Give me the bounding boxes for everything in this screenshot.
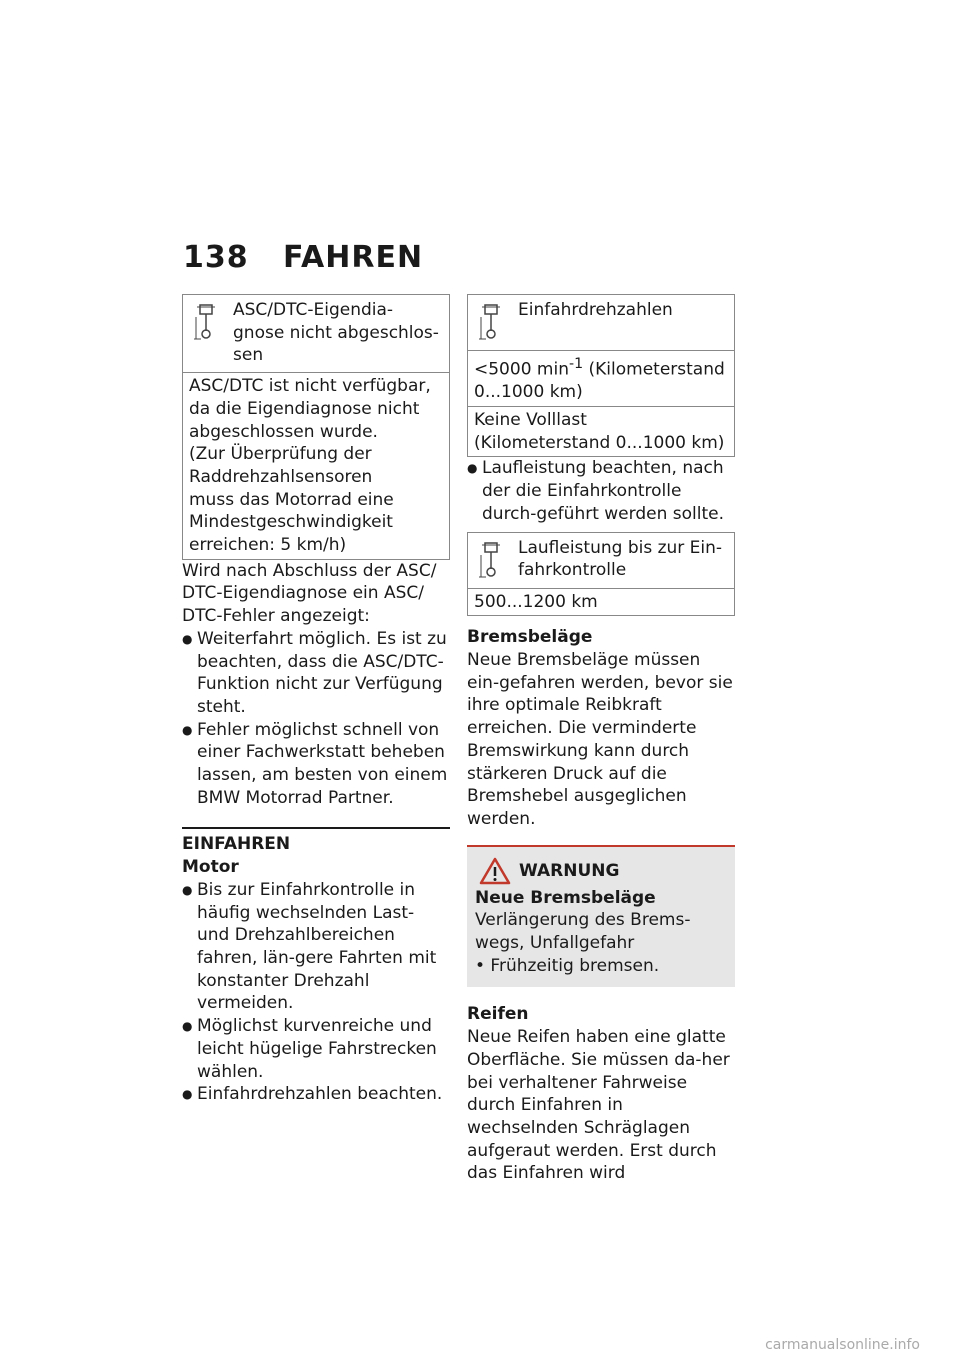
engine-piston-icon (478, 303, 504, 341)
table-row (468, 350, 734, 406)
bullet-item: ● Bis zur Einfahrkontrolle in häufig wechselnden Last- und Drehzahlbereichen fahren, län-gere Fahrten mit konstanter Drehzahl vermeiden. (182, 879, 450, 1015)
page-number: 138 (183, 240, 249, 275)
warning-box (467, 845, 735, 988)
subsection-heading: Motor (182, 857, 239, 878)
table-heading (468, 295, 734, 350)
table-line: erreichen: 5 km/h) (189, 535, 347, 556)
bullet-item: ● Weiterfahrt möglich. Es ist zu beachten, dass die ASC/DTC-Funktion nicht zur Verfügung steht. (182, 628, 450, 719)
asc-dtc-table (182, 294, 450, 560)
section-title: FAHREN (283, 240, 424, 275)
engine-piston-icon (193, 303, 219, 341)
table-heading-text: Laufleistung bis zur Ein-fahrkontrolle (518, 537, 723, 581)
subsection-heading: Reifen (467, 1004, 529, 1025)
bullet-item: ● Einfahrdrehzahlen beachten. (182, 1083, 450, 1106)
table-line: da die Eigendiagnose nicht (189, 398, 420, 419)
table-line: Raddrehzahlsensoren (189, 466, 373, 487)
table-line: ASC/DTC ist nicht verfügbar, (189, 376, 431, 397)
right-column (467, 294, 735, 1185)
rpm-value: <5000 min (474, 359, 569, 380)
watermark: carmanualsonline.info (765, 1337, 920, 1353)
table-line: (Zur Überprüfung der (189, 444, 372, 465)
page-header (183, 240, 423, 275)
warning-title (475, 857, 727, 887)
rpm-table (467, 294, 735, 457)
rpm-exponent: -1 (568, 356, 584, 372)
section-heading: EINFAHREN (182, 827, 450, 856)
table-row: Keine Volllast (Kilometerstand 0...1000 km) (468, 406, 734, 456)
tires-paragraph: Neue Reifen haben eine glatte Oberfläche. Sie müssen da-her bei verhaltener Fahrweise durch Einfahren in wechselnden Schräglagen aufgeraut werden. Erst durch das Einfahren wird (467, 1027, 730, 1184)
engine-piston-icon (478, 541, 504, 579)
table-line: abgeschlossen wurde. (189, 421, 378, 442)
warning-action: • Frühzeitig bremsen. (475, 955, 660, 976)
warning-subtitle: Neue Bremsbeläge (475, 887, 656, 908)
rpm-condition: (Kilometerstand 0...1000 km) (474, 359, 725, 403)
warning-triangle-icon (479, 857, 511, 885)
table-row: 500...1200 km (468, 588, 734, 616)
bullet-item: ● Möglichst kurvenreiche und leicht hügelige Fahrstrecken wählen. (182, 1015, 450, 1083)
table-body (183, 372, 449, 559)
table-line: muss das Motorrad eine (189, 489, 394, 510)
left-column (182, 294, 450, 1106)
bullet-item: ● Laufleistung beachten, nach der die Einfahrkontrolle durch-geführt werden sollte. (467, 457, 735, 525)
mileage-table (467, 532, 735, 617)
table-heading (183, 295, 449, 372)
table-heading-text: ASC/DTC-Eigendia-gnose nicht abgeschlos-sen (233, 300, 439, 366)
bullet-item: ● Fehler möglichst schnell von einer Fachwerkstatt beheben lassen, am besten von einem BMW Motorrad Partner. (182, 719, 450, 810)
table-heading-text: Einfahrdrehzahlen (518, 300, 673, 320)
warning-text: Verlängerung des Brems-wegs, Unfallgefahr (475, 910, 691, 954)
subsection-heading: Bremsbeläge (467, 627, 593, 648)
brakes-paragraph: Neue Bremsbeläge müssen ein-gefahren werden, bevor sie ihre optimale Reibkraft erreichen. Die verminderte Bremswirkung kann durch stärkeren Druck auf die Bremshebel ausgeglichen werden. (467, 649, 733, 829)
table-line: Mindestgeschwindigkeit (189, 512, 393, 533)
table-heading (468, 533, 734, 588)
warning-title-text: WARNUNG (519, 860, 620, 881)
intro-paragraph: Wird nach Abschluss der ASC/ DTC-Eigendiagnose ein ASC/ DTC-Fehler angezeigt: (182, 560, 437, 627)
